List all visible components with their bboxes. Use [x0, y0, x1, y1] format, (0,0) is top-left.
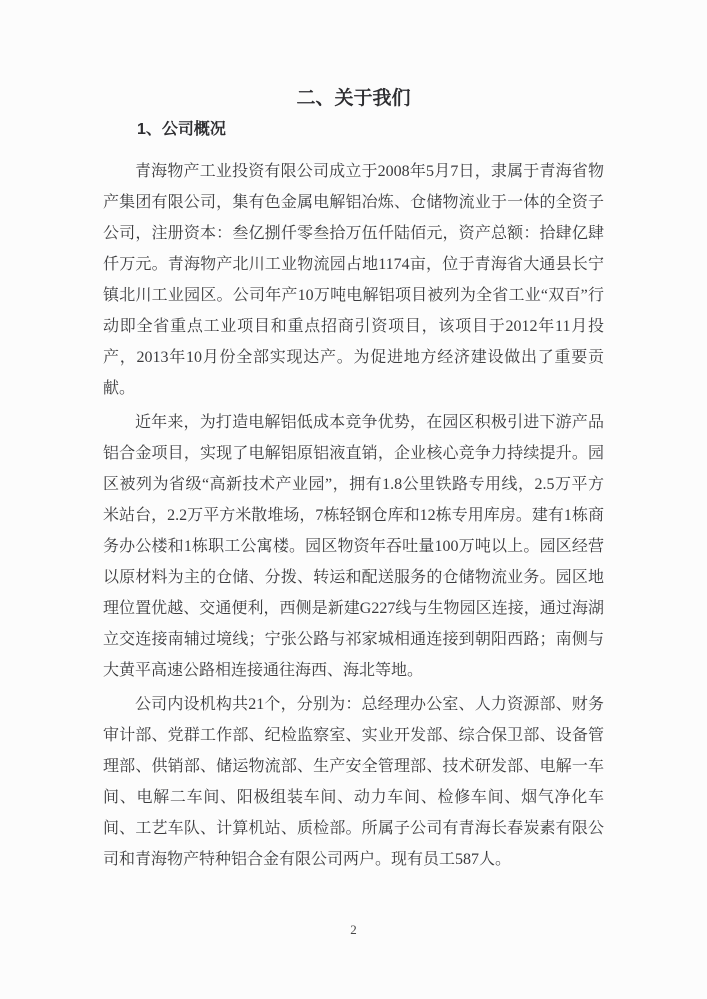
document-body: [103, 156, 604, 875]
paragraph-company-overview: 青海物产工业投资有限公司成立于2008年5月7日，隶属于青海省物产集团有限公司，集有色金属电解铝冶炼、仓储物流业于一体的全资子公司，注册资本：叁亿捌仟零叁拾万伍仟陆佰元，资产总额：拾肆亿肆仟万元。青海物产北川工业物流园占地1174亩，位于青海省大通县长宁镇北川工业园区。公司年产10万吨电解铝项目被列为全省工业“双百”行动即全省重点工业项目和重点招商引资项目，该项目于2012年11月投产，2013年10月份全部实现达产。为促进地方经济建设做出了重要贡献。: [103, 163, 604, 397]
paragraph-org-structure: 公司内设机构共21个，分别为：总经理办公室、人力资源部、财务审计部、党群工作部、纪检监察室、实业开发部、综合保卫部、设备管理部、供销部、储运物流部、生产安全管理部、技术研发部、电解一车间、电解二车间、阳极组装车间、动力车间、检修车间、烟气净化车间、工艺车队、计算机站、质检部。所属子公司有青海长春炭素有限公司和青海物产特种铝合金有限公司两户。现有员工587人。: [103, 696, 604, 868]
section-title: 二、关于我们: [296, 88, 411, 109]
page-number: 2: [350, 922, 357, 937]
subsection-heading: 1、公司概况: [137, 121, 226, 138]
paragraph-park-advantages: 近年来，为打造电解铝低成本竞争优势，在园区积极引进下游产品铝合金项目，实现了电解铝原铝液直销，企业核心竞争力持续提升。园区被列为省级“高新技术产业园”，拥有1.8公里铁路专用线，2.5万平方米站台，2.2万平方米散堆场，7栋轻钢仓库和12栋专用库房。建有1栋商务办公楼和1栋职工公寓楼。园区物资年吞吐量100万吨以上。园区经营以原材料为主的仓储、分拨、转运和配送服务的仓储物流业务。园区地理位置优越、交通便利，西侧是新建G227线与生物园区连接，通过海湖立交连接南辅过境线；宁张公路与祁家城相通连接到朝阳西路；南侧与大黄平高速公路相连接通往海西、海北等地。: [103, 414, 604, 679]
